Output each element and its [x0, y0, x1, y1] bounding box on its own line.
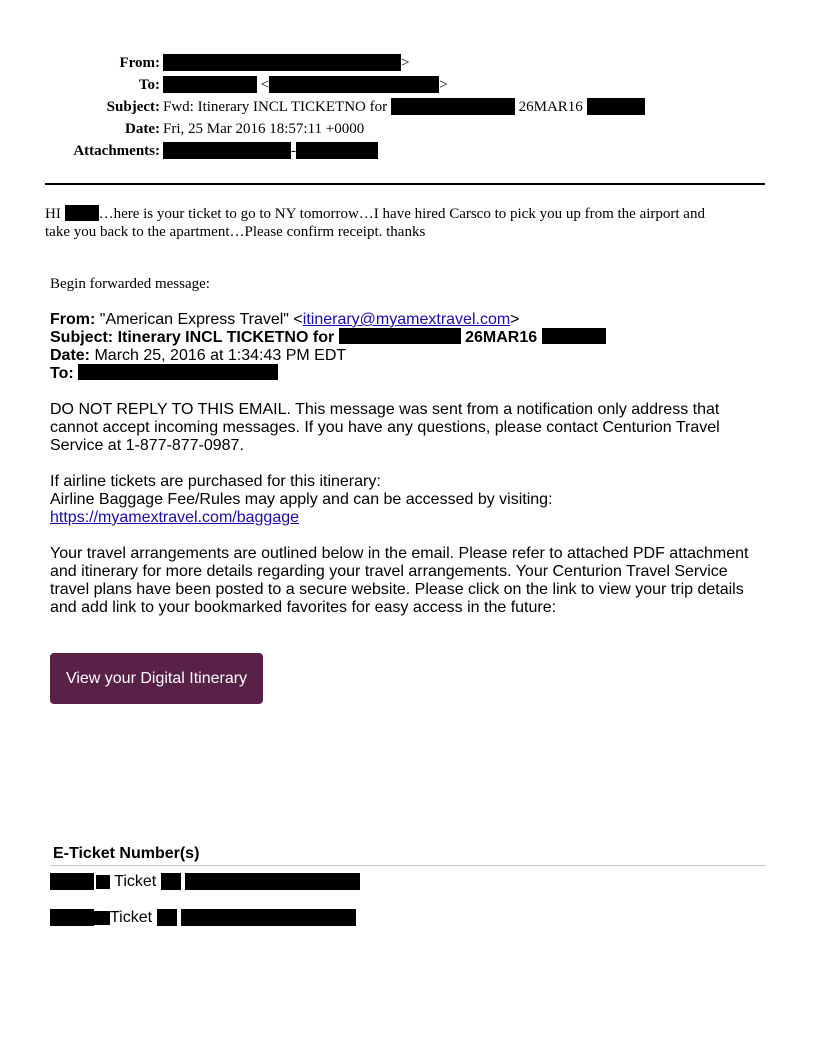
notice-line: DO NOT REPLY TO THIS EMAIL. This message was sent from a notification only address that: [50, 401, 720, 418]
note-text-1: …here is your ticket to go to NY tomorrow…I have hired Carsco to pick you up from the airport and: [98, 206, 705, 222]
eticket-label: Ticket: [114, 873, 157, 890]
fwd-subject-row: [50, 329, 770, 347]
redaction-block: [163, 142, 291, 159]
redaction-block: [542, 328, 606, 344]
fwd-date-label: Date:: [50, 347, 91, 364]
to-close: >: [439, 77, 448, 93]
baggage-line: Airline Baggage Fee/Rules may apply and can be accessed by visiting:: [50, 491, 553, 508]
arrangements-line: and add link to your bookmarked favorites for easy access in the future:: [50, 599, 557, 616]
header-date-row: [0, 118, 816, 140]
redaction-block: [94, 911, 110, 925]
email-header: [0, 52, 816, 162]
header-divider: [45, 183, 765, 185]
arrangements-line: travel plans have been posted to a secure website. Please click on the link to view your trip details: [50, 581, 744, 598]
fwd-from-label: From:: [50, 311, 96, 328]
fwd-subject-label: Subject:: [50, 329, 114, 346]
baggage-line: If airline tickets are purchased for this itinerary:: [50, 473, 381, 490]
redaction-block: [391, 98, 515, 115]
header-subject-row: [0, 96, 816, 118]
arrangements-line: Your travel arrangements are outlined below in the email. Please refer to attached PDF attachment: [50, 545, 749, 562]
to-value: [163, 74, 448, 96]
redaction-block: [78, 364, 278, 380]
forwarded-header: [50, 311, 770, 383]
notice-line: Service at 1-877-877-0987.: [50, 437, 244, 454]
redaction-block: [181, 909, 356, 926]
redaction-block: [161, 873, 181, 890]
from-label: From:: [119, 55, 160, 71]
note-line-2: take you back to the apartment…Please confirm receipt. thanks: [45, 224, 426, 240]
subject-prefix: Fwd: Itinerary INCL TICKETNO for: [163, 99, 388, 115]
baggage-paragraph: [50, 473, 770, 527]
subject-label: Subject:: [106, 99, 160, 115]
note-greeting: HI: [45, 206, 61, 222]
from-suffix: >: [401, 55, 410, 71]
forwarded-intro: Begin forwarded message:: [50, 276, 210, 292]
eticket-label: Ticket: [110, 909, 153, 926]
fwd-from-close: >: [510, 311, 520, 328]
arrangements-line: and itinerary for more details regarding your travel arrangements. Your Centurion Travel Service: [50, 563, 728, 580]
redaction-block: [163, 54, 401, 71]
redaction-block: [587, 98, 645, 115]
attachments-separator: -: [291, 143, 296, 159]
fwd-subject-date: 26MAR16: [465, 329, 538, 346]
header-to-row: [0, 74, 816, 96]
fwd-from-email-link[interactable]: itinerary@myamextravel.com: [302, 311, 511, 328]
fwd-date-value: March 25, 2016 at 1:34:43 PM EDT: [94, 347, 347, 364]
fwd-to-row: [50, 365, 770, 383]
fwd-from-name: "American Express Travel" <: [99, 311, 303, 328]
redaction-block: [65, 205, 99, 221]
from-value: [163, 52, 409, 74]
redaction-block: [269, 76, 439, 93]
forward-note: [45, 205, 765, 241]
eticket-section-title: E-Ticket Number(s): [53, 845, 200, 862]
eticket-row: [50, 908, 356, 928]
redaction-block: [296, 142, 378, 159]
eticket-divider: [50, 865, 766, 866]
note-line-1: [45, 205, 765, 223]
arrangements-paragraph: [50, 545, 770, 617]
eticket-row: [50, 872, 360, 892]
date-value: Fri, 25 Mar 2016 18:57:11 +0000: [163, 121, 365, 137]
attachments-label: Attachments:: [73, 143, 160, 159]
fwd-subject-text: Itinerary INCL TICKETNO for: [117, 329, 335, 346]
redaction-block: [50, 873, 94, 890]
fwd-to-label: To:: [50, 365, 74, 382]
fwd-from-row: [50, 311, 770, 329]
redaction-block: [339, 328, 461, 344]
baggage-link[interactable]: https://myamextravel.com/baggage: [50, 509, 300, 526]
to-open: <: [260, 77, 270, 93]
date-label: Date:: [125, 121, 160, 137]
subject-value: [163, 96, 645, 118]
subject-date: 26MAR16: [518, 99, 583, 115]
redaction-block: [50, 909, 94, 926]
attachments-value[interactable]: [163, 140, 378, 162]
to-label: To:: [138, 77, 160, 93]
redaction-block: [96, 875, 110, 889]
header-from-row: [0, 52, 816, 74]
notice-line: cannot accept incoming messages. If you have any questions, please contact Centurion Travel: [50, 419, 720, 436]
view-digital-itinerary-button[interactable]: View your Digital Itinerary: [50, 653, 263, 704]
notice-paragraph: [50, 401, 770, 455]
redaction-block: [185, 873, 360, 890]
baggage-link-row: [50, 509, 770, 527]
fwd-date-row: [50, 347, 770, 365]
redaction-block: [157, 909, 177, 926]
header-attachments-row: [0, 140, 816, 162]
redaction-block: [163, 76, 257, 93]
